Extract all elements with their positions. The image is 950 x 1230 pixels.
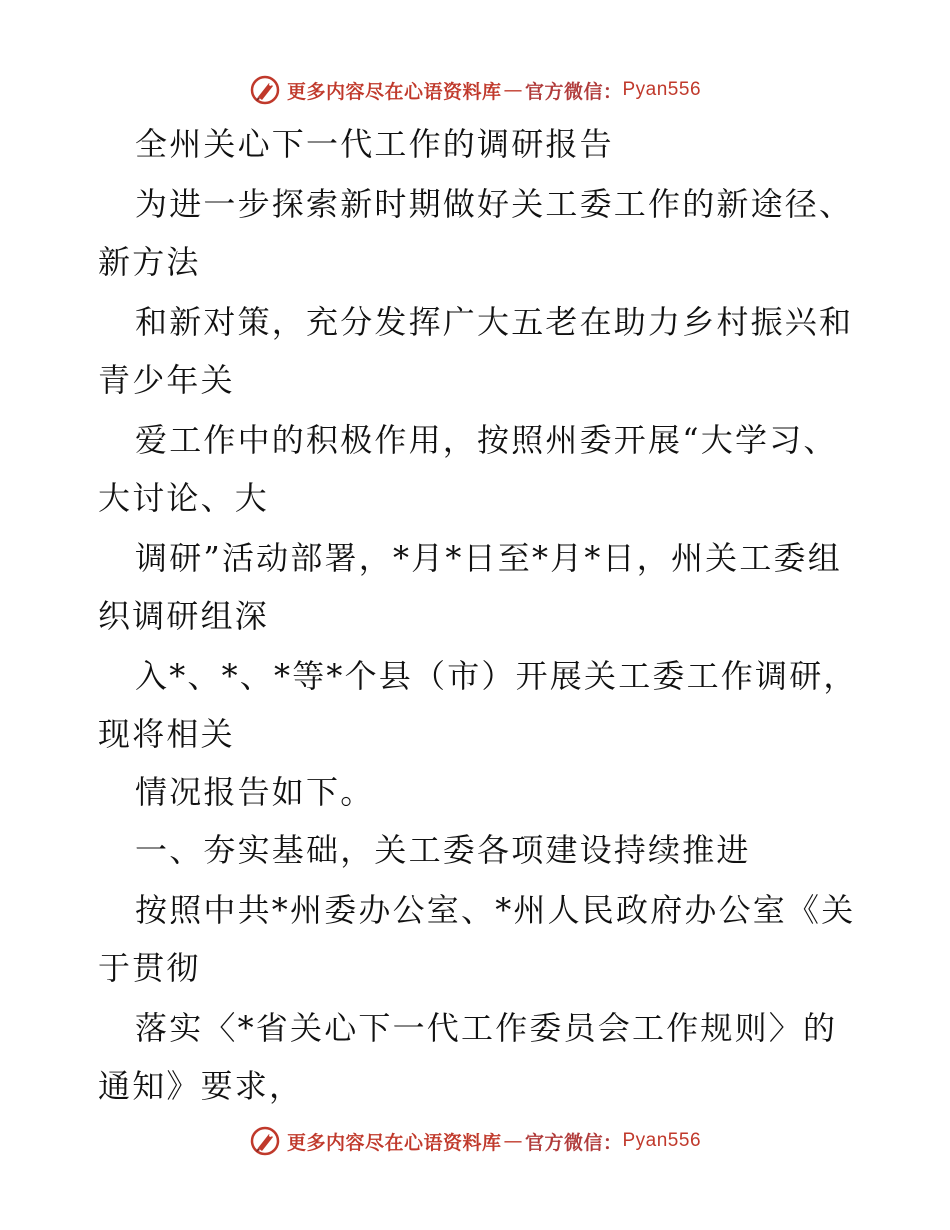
watermark-separator: — [503, 79, 523, 101]
document-title: 全州关心下一代工作的调研报告 [135, 125, 614, 163]
watermark-banner-top [0, 72, 950, 108]
body-line: 爱工作中的积极作用，按照州委开展“大学习、 [135, 421, 838, 459]
watermark-main-text: 更多内容尽在心语资料库 [286, 80, 502, 103]
body-line: 通知》要求， [98, 1067, 304, 1105]
body-line: 为进一步探索新时期做好关工委工作的新途径、 [135, 185, 854, 223]
watermark-sub-text: 官方微信： [524, 1131, 623, 1154]
body-line: 现将相关 [98, 715, 235, 753]
watermark-wechat-id: Pyan556 [622, 1130, 702, 1151]
body-line: 按照中共*州委办公室、*州人民政府办公室《关 [135, 891, 856, 929]
body-line: 织调研组深 [98, 597, 270, 635]
watermark-banner-bottom [0, 1123, 950, 1159]
watermark-text [287, 1128, 701, 1155]
body-line: 大讨论、大 [98, 479, 270, 517]
watermark-wechat-id: Pyan556 [622, 79, 702, 100]
body-line: 于贯彻 [98, 949, 201, 987]
body-line: 和新对策，充分发挥广大五老在助力乡村振兴和 [135, 303, 854, 341]
body-line: 新方法 [98, 243, 201, 281]
watermark-main-text: 更多内容尽在心语资料库 [286, 1131, 502, 1154]
watermark-sub-text: 官方微信： [524, 80, 623, 103]
body-line: 落实〈*省关心下一代工作委员会工作规则〉的 [135, 1009, 838, 1047]
body-line: 入*、*、*等*个县（市）开展关工委工作调研， [135, 657, 858, 695]
pen-nib-logo-icon [249, 74, 281, 106]
body-line: 调研”活动部署，*月*日至*月*日，州关工委组 [135, 539, 842, 577]
watermark-separator: — [503, 1130, 523, 1152]
section-heading: 一、夯实基础，关工委各项建设持续推进 [135, 831, 751, 869]
body-line: 青少年关 [98, 361, 235, 399]
body-line: 情况报告如下。 [135, 773, 375, 811]
watermark-text [287, 77, 701, 104]
pen-nib-logo-icon [249, 1125, 281, 1157]
